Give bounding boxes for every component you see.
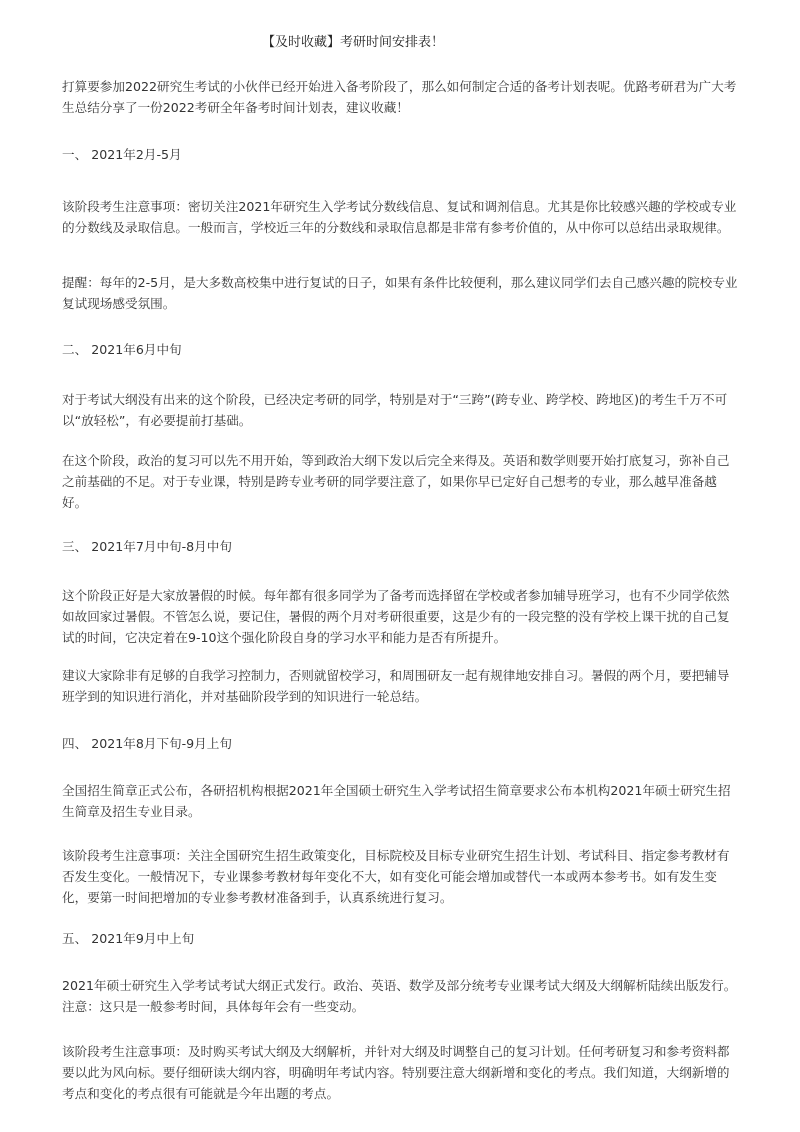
section-2-heading: 二、 2021年6月中旬 xyxy=(62,342,182,357)
section-1-paragraph-2: 提醒：每年的2-5月，是大多数高校集中进行复试的日子，如果有条件比较便利，那么建议同学们去自己感兴趣的院校专业复试现场感受氛围。 xyxy=(62,275,738,311)
section-3-paragraph-2: 建议大家除非有足够的自我学习控制力，否则就留校学习，和周围研友一起有规律地安排自习。暑假的两个月，要把辅导班学到的知识进行消化，并对基础阶段学到的知识进行一轮总结。 xyxy=(62,668,730,704)
document-title: 【及时收藏】考研时间安排表！ xyxy=(261,35,444,50)
section-3-paragraph-1: 这个阶段正好是大家放暑假的时候。每年都有很多同学为了备考而选择留在学校或者参加辅导班学习，也有不少同学依然如故回家过暑假。不管怎么说，要记住，暑假的两个月对考研很重要，这是少有的一段完整的没有学校上课干扰的自己复试的时间，它决定着在9-10这个强化阶段自身的学习水平和能力是否有所提升。 xyxy=(62,588,730,645)
section-4-heading: 四、 2021年8月下旬-9月上旬 xyxy=(62,736,232,751)
section-4-paragraph-1: 全国招生简章正式公布，各研招机构根据2021年全国硕士研究生入学考试招生简章要求公布本机构2021年硕士研究生招生简章及招生专业目录。 xyxy=(62,783,731,819)
section-2-paragraph-1: 对于考试大纲没有出来的这个阶段，已经决定考研的同学，特别是对于“三跨”(跨专业、跨学校、跨地区)的考生千万不可以“放轻松”，有必要提前打基础。 xyxy=(62,392,728,428)
intro-paragraph: 打算要参加2022研究生考试的小伙伴已经开始进入备考阶段了，那么如何制定合适的备考计划表呢。优路考研君为广大考生总结分享了一份2022考研全年备考时间计划表，建议收藏！ xyxy=(62,79,737,115)
section-1-paragraph-1: 该阶段考生注意事项：密切关注2021年研究生入学考试分数线信息、复试和调剂信息。尤其是你比较感兴趣的学校或专业的分数线及录取信息。一般而言，学校近三年的分数线和录取信息都是非常有参考价值的，从中你可以总结出录取规律。 xyxy=(62,199,737,235)
section-3-heading: 三、 2021年7月中旬-8月中旬 xyxy=(62,539,232,554)
section-5-paragraph-2: 该阶段考生注意事项：及时购买考试大纲及大纲解析，并针对大纲及时调整自己的复习计划。任何考研复习和参考资料都要以此为风向标。要仔细研读大纲内容，明确明年考试内容。特别要注意大纲新增和变化的考点。我们知道，大纲新增的考点和变化的考点很有可能就是今年出题的考点。 xyxy=(62,1044,730,1101)
section-4-paragraph-2: 该阶段考生注意事项：关注全国研究生招生政策变化，目标院校及目标专业研究生招生计划、考试科目、指定参考教材有否发生变化。一般情况下，专业课参考教材每年变化不大，如有变化可能会增加或替代一本或两本参考书。如有发生变化，要第一时间把增加的专业参考教材准备到手，认真系统进行复习。 xyxy=(62,848,730,905)
section-5-heading: 五、 2021年9月中上旬 xyxy=(62,931,195,946)
section-5-paragraph-1: 2021年硕士研究生入学考试考试大纲正式发行。政治、英语、数学及部分统考专业课考试大纲及大纲解析陆续出版发行。注意：这只是一般参考时间，具体每年会有一些变动。 xyxy=(62,978,737,1014)
section-1-heading: 一、 2021年2月-5月 xyxy=(62,147,182,162)
section-2-paragraph-2: 在这个阶段，政治的复习可以先不用开始，等到政治大纲下发以后完全来得及。英语和数学则要开始打底复习，弥补自己之前基础的不足。对于专业课，特别是跨专业考研的同学要注意了，如果你早已定好自己想考的专业，那么越早准备越好。 xyxy=(62,453,730,510)
